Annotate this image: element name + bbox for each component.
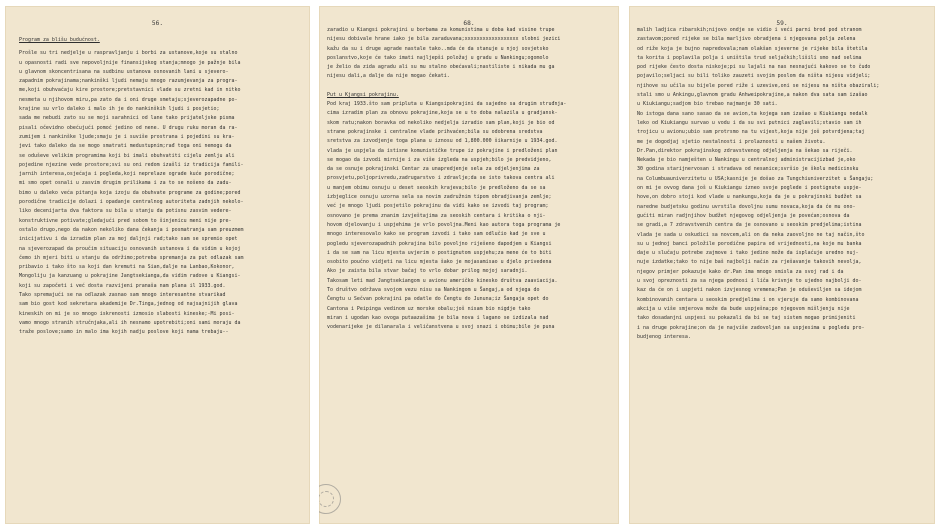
text-line: porodične tradicije dolazi i opadanje centralnog autoriteta zadnjih nekolo-	[19, 199, 244, 206]
text-line: malih ladjica ribarskih;nijovo ondje se vidio i veći parni brod pod stranom	[637, 27, 862, 33]
text-line: naredne budjetsku godinu uvrstila dovoljnu sumu novaca,koja da će mu ono-	[637, 203, 856, 210]
text-line: osobito poučno vidjeti na licu mjesta šako je mojasamisao u djelo privedena	[327, 259, 552, 266]
text-line: pojedine njezine vede prostore;svi su oni redom izašli iz tradicija famili-	[19, 161, 244, 168]
text-line: na Columbuauniverzitetu u USA;kasnije je došao za Tungchiuniverzitet u Šangaju;	[637, 175, 874, 182]
text-line: Takosam leti mad Jangtsekiangom u avionu američko kinesko društva zaaviacija.	[327, 277, 558, 284]
text-line: se gradi,a 7 zdravstvenih centra da je osnovano u seoskim predjelima;istina	[637, 222, 862, 229]
text-line: sretstva za izvodjenje toga plana u iznosu od 1,800.000 šikarnije u 1934.god.	[327, 138, 558, 145]
text-line: vamo mnogo stranih stručnjaka,ali ih nesnamo upotrebiti;oni sami moraju da	[19, 319, 241, 326]
page-number: 56.	[151, 20, 164, 27]
text-line: osnovano je prema znanim izvještajima za seoskih centara i kritika o nji-	[327, 212, 546, 219]
text-line: Dr.Pan,direktor pokrajinskog zdravstvenog odjeljenja na šekao sa riječi.	[637, 147, 853, 154]
text-line: zumijem i nankinške ljude;smaju je i suviše prostrana i pojedini su kra-	[19, 133, 235, 140]
page-number: 68.	[463, 20, 475, 27]
text-line: budjenog interesa.	[637, 333, 691, 340]
text-line: mnogo interesovalo kako se program izvodi i tako sam odlučio kad je sve u	[327, 231, 546, 238]
text-line: od riže koja je bujno napredovala;nam olakšan sjeverne je rijeke bila štetila	[637, 45, 868, 52]
text-line: me je dogodjaj sjetio nestalnosti i prolaznosti u našem životu.	[637, 138, 826, 145]
text-line: prosvjetu,poljoprivredu,zadrugarstvo i zdravlje;da se isto takova centra ali	[327, 175, 555, 182]
text-line: daje u slučaju potrebe zajmove i tako jedino može da isplaćuje uredno nuj-	[637, 250, 859, 257]
text-line: liko decenijarta dva faktora su bila u stanju da potisnu zasvim vedere-	[19, 208, 232, 215]
text-line: Čengtu u Sečvan pokrajini pa odatle do Čengtu do Jununa;iz Šangaja opet do	[327, 296, 549, 303]
section-heading: Put u Kjangsi pokrajinu.	[327, 91, 399, 98]
text-line: izbjeglice osnuju uzorna sela sa novim zadružnim tipom obradjivanja zemlje;	[327, 194, 552, 201]
text-line: zapadnim pokrajinama;nankinški ljudi nemaju mnogo razumjevanja za progra-	[19, 78, 238, 85]
text-line: već je mnogo ljudi posjetilo pokrajinu da vidi kako se izvodi taj program;	[327, 203, 549, 210]
text-line: 30 godina starijnervosan i stradava od nesanice;svršio je školu medicinsku	[637, 166, 859, 173]
text-line: kombinovanih centara u seoskim predjelima i on vjeruje da samo kombinovana	[637, 296, 859, 303]
text-line: traže poslove;samo in malo ima kojih nadju poslove koji nama trebaju--	[19, 329, 229, 336]
text-line: Tako spremajući se na odlazak zasnao sam mnogo interesantne stvarikad	[19, 292, 226, 299]
text-line: na sjeverozapad da proučim situaciju osnovanih ustanova i da vidim u kojoj	[19, 245, 241, 252]
text-line: kaz da će on i uspjeti nakon izvjesnog vremena;Pan je oduševiljen sa idejom	[637, 287, 862, 294]
text-line: njegov primjer pokazuje kako dr.Pan ima mnogo smisla za svoj rad i da	[637, 268, 844, 275]
text-line: inicijativu i da izradim plan za moj daljnji rad;tako sam se spremio opet	[19, 236, 238, 243]
text-line: skom ratu;nakon boravka od nekoliko nedjelja izradio sam plan,koji je bio od	[327, 119, 555, 126]
text-lines	[327, 26, 611, 333]
text-line: u opasnosti radi sve nepovoljnije finansijskog stanja;mnogo je pažnje bila	[19, 59, 241, 66]
text-line: kineskih on mi je so mnogo iskrenosti izmosio slabosti kineske;-Mi posi-	[19, 310, 235, 317]
text-line: leko od Kiukiangu survao u vodu i da su svi putnici zaglavili;stavio sam ih	[637, 119, 862, 126]
text-line: pisali očevidno obećujući pomoć jedino od nene. U drugu ruku moran da ra-	[19, 124, 238, 131]
text-line: Nekada je bio namješten u Nankingu u centralnoj administracijizbad je,oko	[637, 157, 856, 164]
text-line: Cantona i Peipinga vedinom uz morske obalu;još nisam bio nigdje tako	[327, 305, 531, 312]
text-line: sada me nebudi zato su se moji sarahnici od lane tako prijateljske pisma	[19, 115, 235, 122]
text-line: miran i ugodan kao ovoga putaazašima je bila nova i lagano se izdizala nad	[327, 314, 549, 321]
typewritten-page-3	[629, 6, 935, 524]
text-line: trojicu u avionu;ubio sam protrsmo na tu vijest,koja nije još potvrdjena;taj	[637, 129, 865, 136]
text-line: pribavio i tako što sa koji dan kremuti na Sian,dalje na Lanbao,Kokonor,	[19, 264, 235, 271]
page-body	[19, 36, 300, 338]
text-line: u Kiukiangu;sadjom bio trebao najmanje 30 sati.	[637, 101, 778, 108]
text-line: zaradio u Kiangsi pokrajini u borbama za komunistima u doba kad visine trupe	[327, 27, 555, 33]
text-line: hovom djelovanju i uspjehima je vrlo povoljna.Meni kao autora toga programa je	[327, 221, 561, 228]
text-line: pod rijeke često dosta niskoje;pi su lajali na nas nesnajući kakovo se to čudo	[637, 64, 871, 71]
text-line: njihove su učila su bijele pored riže i uzevive,oni se nijesu na ništa obazirali;	[637, 82, 880, 89]
text-line: zastavom;pored rijeke se bila marljivo obradjena i njegovana polja zelena	[637, 36, 856, 43]
text-line: nuje izdatke;tako to nije baš najbolji način za rješavanje takovih nevolja,	[637, 259, 862, 266]
text-line: se mogao da izvodi mirnije i za više izgleda na uspjeh;bilo je predvidjeno,	[327, 156, 552, 163]
text-line: nijesu dobivale hrane iako je bila zaraduvana;xxxxxxxxxxxxxxxxxx slobni jezici	[327, 36, 561, 43]
text-lines	[19, 49, 300, 337]
text-line: i na druge pokrajine;on da je najviše zadovoljan sa uspjesima u pogledu pro-	[637, 324, 865, 331]
text-line: kažu da su i druge agrade nastale tako..mda će da stanuje u njoj sovjetsko	[327, 45, 549, 52]
text-line: vodenarijeke je dilanarala i veličanstvena u svoj snazi i obimu;bile je puna	[327, 324, 555, 331]
text-line: nijesu dali,a dalje da nije mogao čekati.	[327, 73, 450, 80]
text-line: tako dosadanjni uspjesi su pokazali da bi se taj sistem mogao primijeniti	[637, 315, 856, 322]
text-line: strane pokrajinske i centralne vlade prihvaćen;bila su odobrena sredstva	[327, 128, 543, 135]
text-line: me,koji obuhvaćaju kire prostore;pretstavnici vlade su zretni kad in nitko	[19, 87, 241, 94]
archive-stamp	[319, 484, 341, 514]
text-line: mi smo opet osnali u zasvim drugim prilikama i za to se nošeno da zadu-	[19, 180, 232, 187]
text-line: on mi je ovvog dana još u Kiukiangu izneo svoje poglede i postignute uspje-	[637, 185, 862, 192]
text-line: jarnih interesa,osjećaja i pogleda,koji neprelaze ograde kuće porodične;	[19, 171, 235, 178]
text-line: akcija u više smjerova može da bude uspješna;po njegovom mišljenju nije	[637, 305, 850, 312]
text-line: stali smo u Ankingu,glavnom gradu Anhweipokrajine,a nakon dva sata sam izašao	[637, 92, 868, 99]
text-line: u manjem obimu osnuju u deset seoskih krajeva;bilo je predloženo da se sa	[327, 184, 546, 191]
text-line: vlada je uspjela da istisne komunističke trupe iz pokrajine i predloženi plan	[327, 147, 558, 154]
typewritten-page-2	[319, 6, 619, 524]
text-line: krajine su vrlo daleko i malo ih je do nankinških ljudi i posjetio;	[19, 106, 220, 113]
text-line: cima izradim plan za obnovu pokrajine,koja se u to doba nalazila u gradjansk-	[327, 110, 558, 117]
text-line: su u jednoj banci položile porodične papira od vrijednosti,na koje mu banka	[637, 240, 862, 247]
text-line: bimo u daleko veća pitanja koja izoju da obuhvate programe za godine;pored	[19, 189, 241, 196]
text-line: Prošle su tri nedjelje u raspravljanju i borbi za ustanove,koje su stalno	[19, 50, 238, 57]
text-line: poslanstvo,koje će tako imati najljepši položaj u gradu u Nankingu;ogomolo	[327, 54, 549, 61]
text-line: koji su započeti i već dosta razvijeni pranaša nam plana il 1933.god.	[19, 282, 226, 289]
text-line: nesmeta u njihovom miru,pa zato da i oni druge smetaju;sjeverozapadne po-	[19, 96, 238, 103]
section-heading: Program za blišu budućnost.	[19, 37, 100, 43]
page-body	[327, 26, 611, 333]
text-line: sam bio gost kod sekretara akademije Dr.Tinga,jednog od najsajnijih glava	[19, 301, 238, 308]
page-body	[637, 26, 925, 342]
text-line: u glavnom skoncentrisana na sudbinu ustanova osnovanih lani u sjevero-	[19, 68, 229, 75]
text-line: ta korita i poplavila polja i uništila trud seljačkih;lišili smo nad selima	[637, 54, 862, 61]
text-line: Ako je zaista bila stvar bačaj to vrlo dobar prilog mojoj saradnji.	[327, 268, 528, 275]
text-line: jevi tako daleko da se mogo smatrati medustupnim;rađ toga oni nemogu da	[19, 143, 232, 150]
text-line: No istoga dana sano sasao da se avion,ta kojega sam izašao u Kiukiangu nedalk	[637, 110, 868, 117]
text-line: je želio da zida agradu ali su mu stalno obećavali;nastiliste i nikada mu ga	[327, 64, 555, 71]
text-line: Mongoliju ja kanzuang u pokrajine Jangtsekianga,da vidim radove u Kiangsi-	[19, 273, 241, 280]
page-number: 59.	[776, 20, 788, 27]
text-line: pogledu sjeverozapadnih pokrajina bilo povoljno riješeno dapodjem u Kiangsi	[327, 240, 552, 247]
text-line: pojavilo;seljaci su bili toliko zauzeti svojim poslom da ništa nijesu vidjeli;	[637, 73, 871, 80]
text-line: vlada je sada u oskudici sa novcem,ali on da neka zaovoljno ne taj način,što	[637, 231, 865, 238]
text-line: Pod kraj 1933.što sam pripluta u Kiangsipokrajini da sajedno sa drugim struđnja-	[327, 101, 567, 108]
text-line: konstruktivne potivate;gledajući pred sobom to šinjenicu meni nije pre-	[19, 217, 232, 224]
text-line: u svoj opreznosti za sa njega podnosi i liča krivnje to ujedno najbolji do-	[637, 278, 862, 285]
typewritten-page-1	[5, 6, 310, 524]
text-line: ostalo drugo,nego da nakon nekoliko dana čekanja i posmatranja sam preuzmem	[19, 226, 244, 233]
text-line: se oduševe velikim programima koji bi imali obuhvatiti cijelu zemlju ali	[19, 152, 235, 159]
text-line: i da se sam na licu mjesta uvjerim o postignutom uspjehu;za mene će to biti	[327, 249, 552, 256]
text-line: čemo ih mjeri biti u stanju da održimo;potreba spremanja za put odlazak sam	[19, 254, 244, 261]
text-line: To društvo održava svojom vezu nisu sa Nankingom u Šangaj,a od njega do	[327, 287, 540, 294]
text-line: da se osnuje pokrajinski Centar za unapredjenje sela za odjeljenjima za	[327, 166, 540, 173]
paragraph-gap	[327, 82, 611, 91]
text-line: gućiti miran radjnjihov budžet njegovog odjeljenja je povećan;osnova da	[637, 212, 850, 219]
text-lines	[637, 26, 925, 342]
text-line: hove,on dobro stoji kod vlade u nankungu,koja da je u pokrajinski budžet sa	[637, 194, 862, 201]
